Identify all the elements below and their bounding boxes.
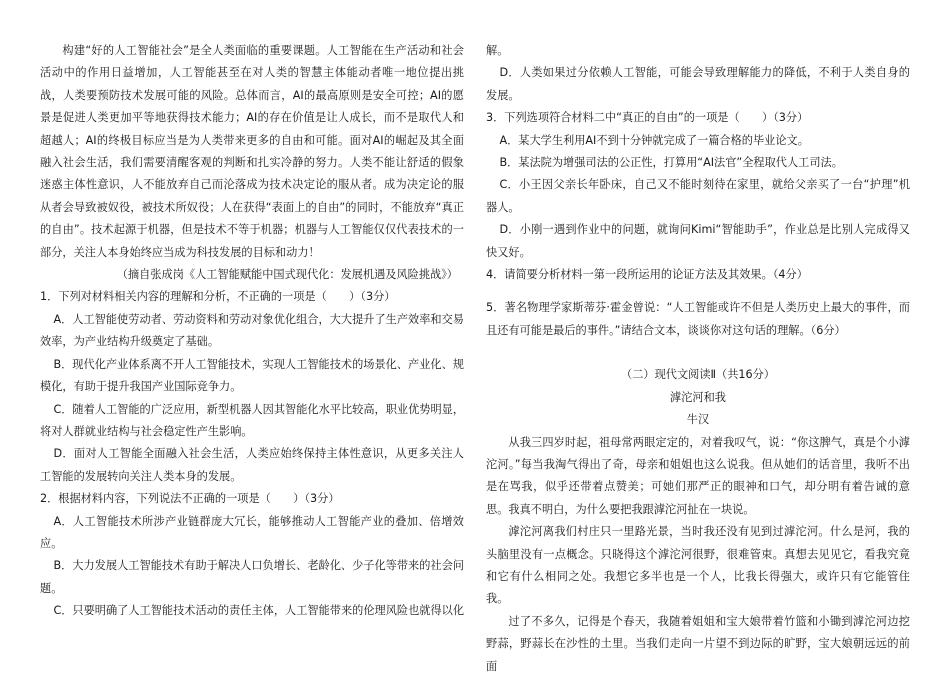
question-3-option-c: C．小王因父亲长年卧床，自己又不能时刻待在家里，就给父亲买了一台“护理”机器人。 <box>486 178 910 214</box>
essay-paragraph-1: 从我三四岁时起，祖母常两眼定定的，对着我叹气，说：“你这脾气，真是个小滹沱河。”每当我淘气得出了奇，母亲和姐姐也这么说我。但从她们的话音里，我听不出是在骂我，似乎还带着点赞美；可她们那严正的眼神和口气，却分明有着告诫的意思。我真不明白，为什么要把我跟滹沱河扯在一块说。 <box>486 435 910 516</box>
question-2-option-c: C．只要明确了人工智能技术活动的责任主体，人工智能带来的伦理风险也就得以化 <box>53 604 465 618</box>
question-3-option-a: A．某大学生利用AI不到十分钟就完成了一篇合格的毕业论文。 <box>499 133 809 147</box>
question-5: 5．著名物理学家斯蒂芬·霍金曾说：“人工智能或许不但是人类历史上最大的事件，而且还有可能是最后的事件。”请结合文本，谈谈你对这句话的理解。（6分） <box>486 301 910 337</box>
section-title: （二）现代文阅读Ⅱ（共16分） <box>621 368 775 382</box>
answer-space <box>486 286 910 297</box>
essay-paragraph-3: 过了不多久，记得是个春天，我随着姐姐和宝大娘带着竹篮和小锄到滹沱河边挖野蒜，野蒜长在沙性的土里。当我们走向一片望不到边际的旷野，宝大娘朝远远的前面 <box>486 614 910 673</box>
question-2-option-c-continued: 解。 <box>486 44 509 57</box>
question-1-option-d: D．面对人工智能全面融入社会生活，人类应始终保持主体性意识，从更多关注人工智能的发展转向关注人类本身的发展。 <box>40 447 464 483</box>
question-2-option-a: A．人工智能技术所涉产业链群庞大冗长，能够推动人工智能产业的叠加、倍增效应。 <box>40 514 464 550</box>
question-2-option-d: D．人类如果过分依赖人工智能，可能会导致理解能力的降低，不利于人类自身的发展。 <box>486 66 910 102</box>
essay-paragraph-2: 滹沱河离我们村庄只一里路光景，当时我还没有见到过滹沱河。什么是河，我的头脑里没有一点概念。只晓得这个滹沱河很野，很难管束。真想去见见它，看我究竟和它有什么相同之处。我想它多半也是一个人，比我长得强大，或许只有它能管住我。 <box>486 525 910 606</box>
question-1-option-c: C．随着人工智能的广泛应用，新型机器人因其智能化水平比较高，职业优势明显，将对人群就业结构与社会稳定性产生影响。 <box>40 402 465 438</box>
intro-paragraph: 构建“好的人工智能社会”是全人类面临的重要课题。人工智能在生产活动和社会活动中的作用日益增加，人工智能甚至在对人类的智慧主体能动者唯一地位提出挑战，人类要预防技术发展可能的风险。总体而言，AI的最高原则是安全可控；AI的愿景是促进人类更加平等地获得技术能力；AI的存在价值是让人成长，而不是取代人和超越人；AI的终极目标应当是为人类带来更多的自由和可能。面对AI的崛起及其全面融入社会生活，我们需要清醒客观的判断和扎实冷静的努力。人类不能让舒适的假象迷惑主体性意识，人不能放弃自己而沦落成为技术决定论的服从者。成为决定论的服从者会导致被奴役，被技术所奴役；人在获得“表面上的自由”的同时，不能放弃“真正的自由”。技术起源于机器，但是技术不等于机器；机器与人工智能仅仅代表技术的一部分，关注人本身始终应当成为科技发展的目标和动力！ <box>40 44 464 259</box>
question-1-option-b: B．现代化产业体系离不开人工智能技术，实现人工智能技术的场景化、产业化、规模化，有助于提升我国产业国际竞争力。 <box>40 357 464 394</box>
right-column <box>486 40 910 678</box>
question-3-option-b: B．某法院为增强司法的公正性，打算用“AI法官”全程取代人工司法。 <box>499 156 843 170</box>
question-3-option-d: D．小刚一遇到作业中的问题，就询问Kimi“智能助手”，作业总是比别人完成得又快又好。 <box>486 223 910 259</box>
question-4: 4．请简要分析材料一第一段所运用的论证方法及其效果。（4分） <box>486 268 808 282</box>
answer-space <box>486 342 910 362</box>
essay-title: 滹沱河和我 <box>670 390 726 404</box>
left-column <box>40 40 464 623</box>
question-2-stem: 2．根据材料内容，下列说法不正确的一项是（ ）（3分） <box>40 492 340 506</box>
question-3-stem: 3．下列选项符合材料二中“真正的自由”的一项是（ ）（3分） <box>486 111 809 125</box>
question-1-stem: 1．下列对材料相关内容的理解和分析，不正确的一项是（ ）（3分） <box>40 290 396 304</box>
question-1-option-a: A．人工智能使劳动者、劳动资料和劳动对象优化组合，大大提升了生产效率和交易效率，为产业结构升级奠定了基础。 <box>40 312 464 349</box>
source-citation: （摘自张成岗《人工智能赋能中国式现代化：发展机遇及风险挑战》） <box>116 268 458 282</box>
essay-author: 牛汉 <box>686 413 710 427</box>
question-2-option-b: B．大力发展人工智能技术有助于解决人口负增长、老龄化、少子化等带来的社会问题。 <box>40 559 464 595</box>
